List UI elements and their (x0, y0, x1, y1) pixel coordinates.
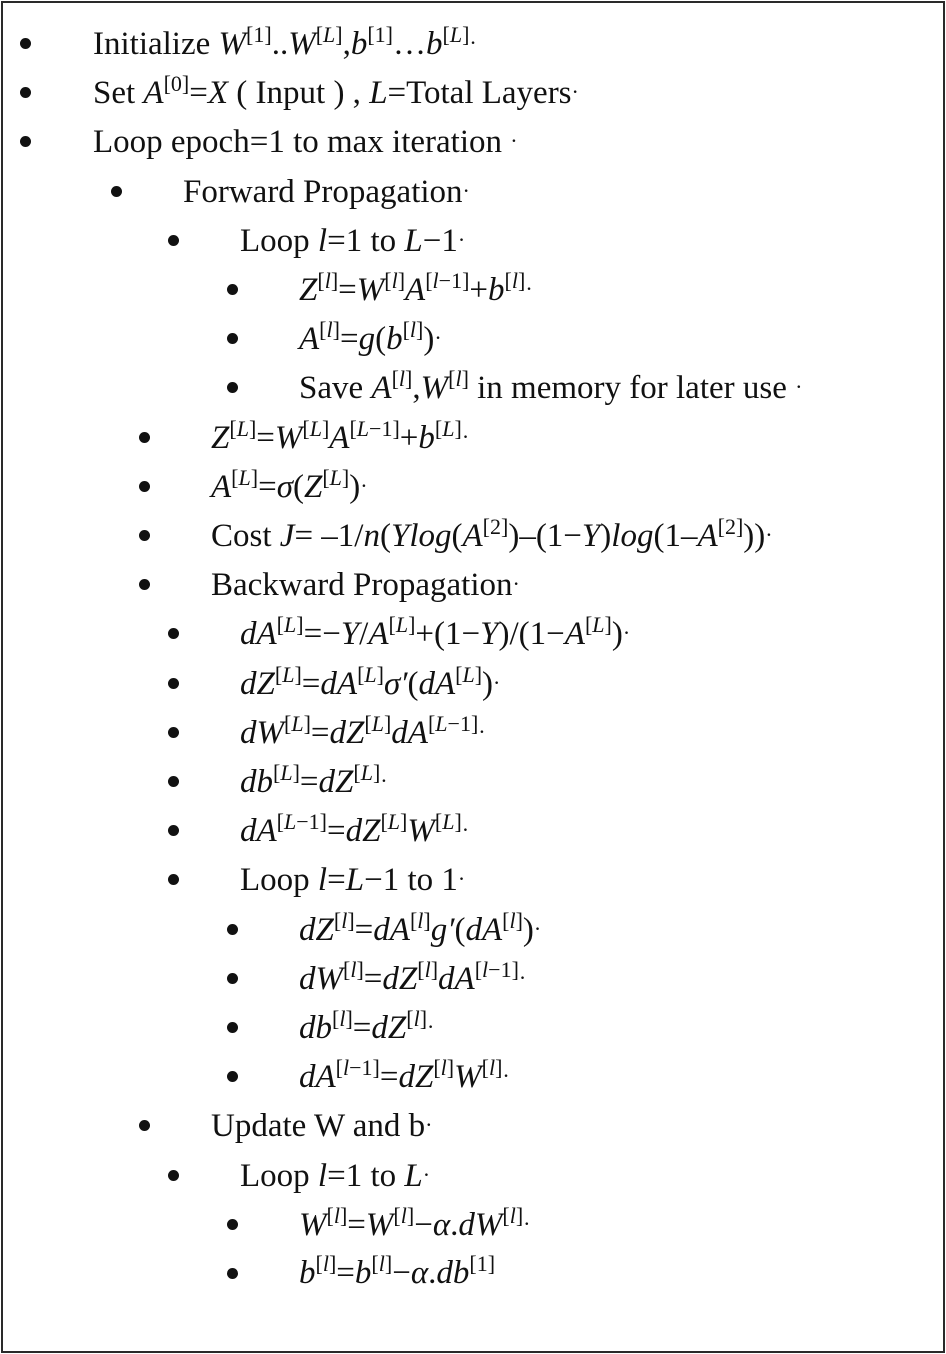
list-item (0, 1055, 944, 1095)
bullet-icon (139, 579, 150, 590)
bullet-icon (227, 284, 238, 295)
bullet-icon (168, 235, 179, 246)
list-item-text: Set A[0]=X ( Input ) , L=Total Layers· (93, 71, 579, 111)
list-item (0, 957, 944, 997)
list-item (0, 908, 944, 948)
list-item (0, 662, 944, 702)
list-item (0, 317, 944, 357)
list-item-text: Z[l]=W[l]A[l−1]+b[l]· (299, 268, 533, 308)
list-item-text: W[l]=W[l]−α.dW[l]· (299, 1203, 531, 1243)
bullet-icon (20, 136, 31, 147)
bullet-icon (20, 38, 31, 49)
bullet-icon (168, 678, 179, 689)
list-item (0, 416, 944, 456)
bullet-icon (227, 1022, 238, 1033)
list-item (0, 22, 944, 62)
list-item (0, 174, 944, 208)
list-item (0, 71, 944, 111)
list-item (0, 366, 944, 406)
list-item (0, 1108, 944, 1142)
list-item (0, 124, 944, 158)
list-item-text: Z[L]=W[L]A[L−1]+b[L]· (211, 416, 470, 456)
list-item (0, 612, 944, 652)
list-item (0, 1006, 944, 1046)
list-item-text: b[l]=b[l]−α.db[1] (299, 1251, 496, 1291)
bullet-icon (227, 1219, 238, 1230)
bullet-icon (227, 1071, 238, 1082)
bullet-icon (20, 87, 31, 98)
list-item-text: Backward Propagation· (211, 567, 520, 603)
list-item (0, 268, 944, 308)
list-item-text: db[l]=dZ[l]· (299, 1006, 435, 1046)
list-item-text: Forward Propagation· (183, 174, 470, 210)
list-item-text: dZ[L]=dA[L]σ′(dA[L])· (240, 662, 501, 702)
list-item-text: Cost J= –1/n(Ylog(A[2])–(1−Y)log(1–A[2]))· (211, 514, 773, 554)
list-item-text: Loop l=1 to L−1· (240, 223, 466, 259)
list-item (0, 760, 944, 800)
list-item-text: Loop l=1 to L· (240, 1158, 431, 1194)
bullet-icon (139, 530, 150, 541)
bullet-icon (227, 1268, 238, 1279)
list-item-text: dA[l−1]=dZ[l]W[l]· (299, 1055, 510, 1095)
bullet-icon (168, 628, 179, 639)
bullet-icon (111, 186, 122, 197)
list-item-text: db[L]=dZ[L]· (240, 760, 388, 800)
bullet-icon (168, 727, 179, 738)
bullet-icon (139, 481, 150, 492)
bullet-icon (227, 973, 238, 984)
list-item (0, 1158, 944, 1192)
list-item-text: dW[L]=dZ[L]dA[L−1]· (240, 711, 486, 751)
bullet-icon (168, 825, 179, 836)
list-item (0, 711, 944, 751)
list-item-text: A[l]=g(b[l])· (299, 317, 442, 357)
bullet-icon (168, 1170, 179, 1181)
bullet-icon (227, 382, 238, 393)
list-item (0, 809, 944, 849)
bullet-icon (139, 1120, 150, 1131)
list-item (0, 862, 944, 896)
bullet-icon (227, 333, 238, 344)
list-item-text: dA[L]=−Y/A[L]+(1−Y)/(1−A[L])· (240, 612, 631, 652)
list-item (0, 567, 944, 601)
list-item-text: Save A[l],W[l] in memory for later use · (299, 366, 803, 406)
list-item (0, 1203, 944, 1243)
list-item-text: Initialize W[1]..W[L],b[1]…b[L]· (93, 22, 477, 62)
bullet-icon (139, 432, 150, 443)
list-item (0, 1251, 944, 1291)
bullet-icon (168, 776, 179, 787)
list-item (0, 465, 944, 505)
list-item-text: dW[l]=dZ[l]dA[l−1]· (299, 957, 527, 997)
list-item-text: A[L]=σ(Z[L])· (211, 465, 368, 505)
list-item-text: Update W and b· (211, 1108, 433, 1144)
list-item (0, 223, 944, 257)
bullet-icon (168, 874, 179, 885)
list-item-text: Loop epoch=1 to max iteration · (93, 124, 518, 160)
list-item-text: dZ[l]=dA[l]g′(dA[l])· (299, 908, 542, 948)
list-item-text: Loop l=L−1 to 1· (240, 862, 466, 898)
list-item (0, 514, 944, 554)
list-item-text: dA[L−1]=dZ[L]W[L]· (240, 809, 470, 849)
bullet-icon (227, 924, 238, 935)
